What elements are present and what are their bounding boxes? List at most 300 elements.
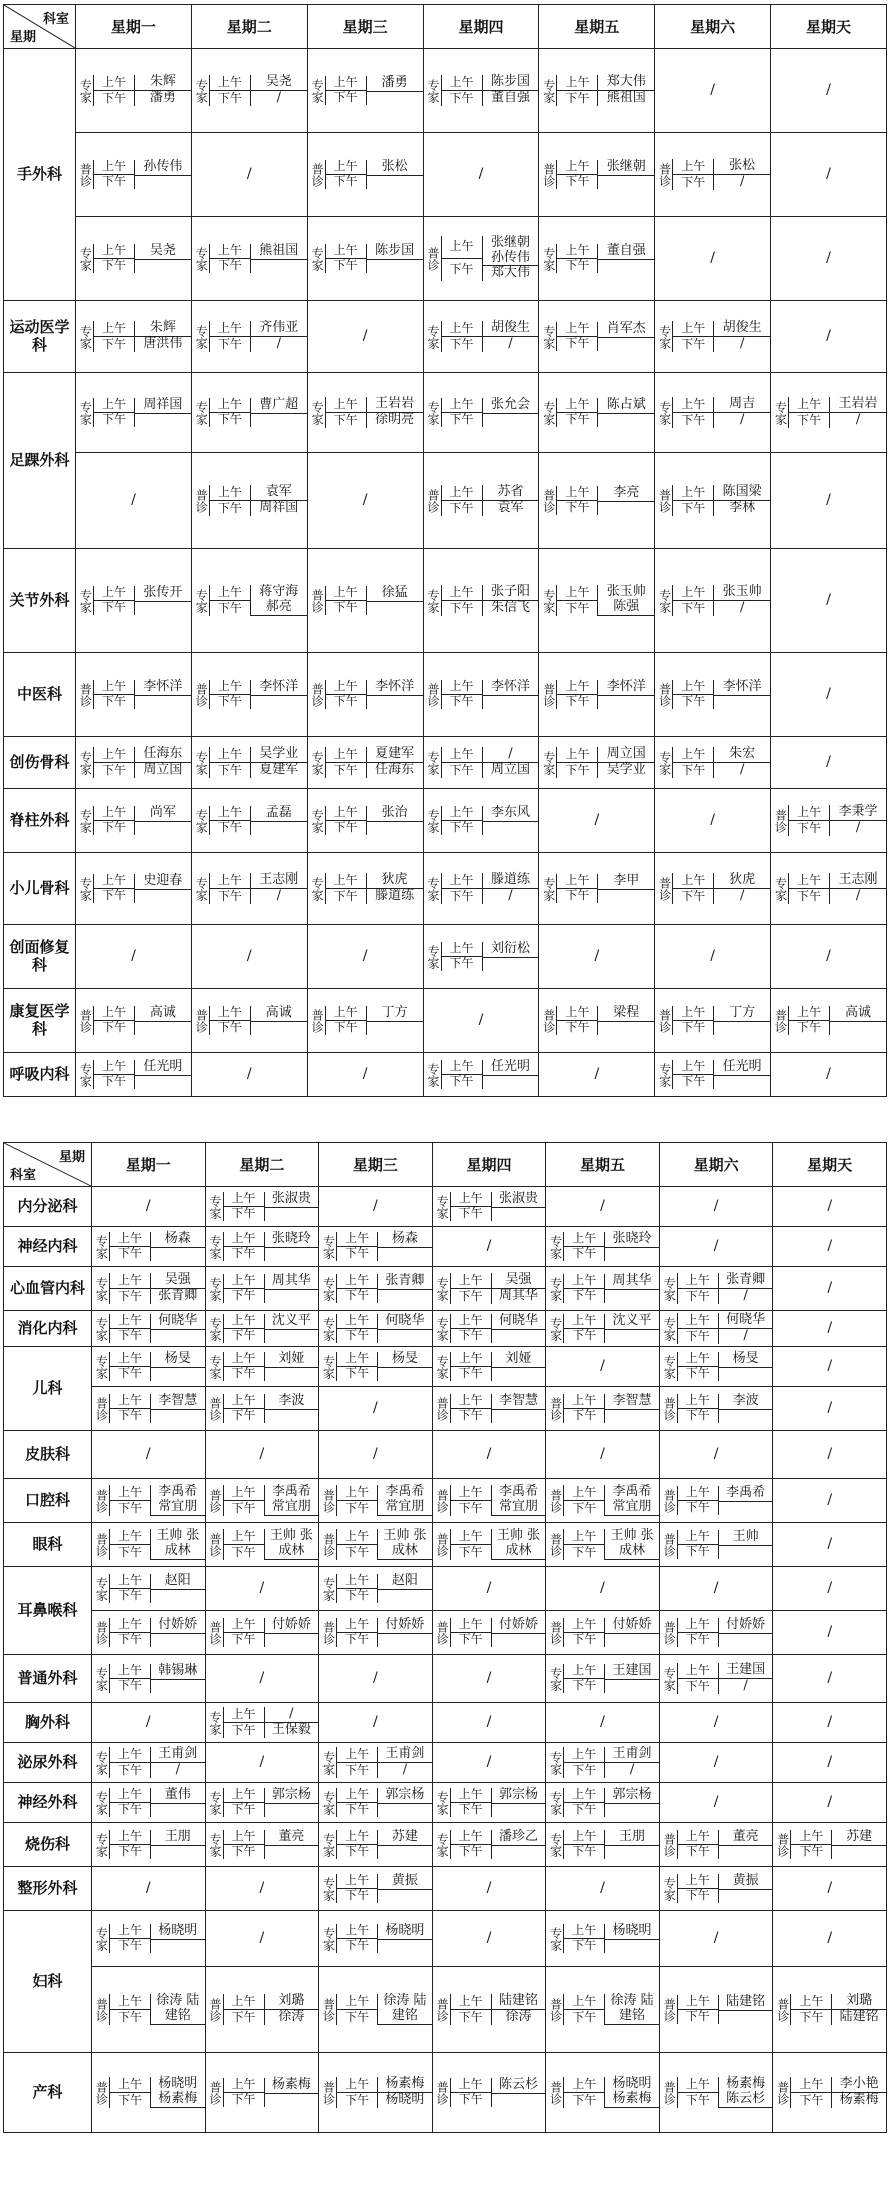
doctor-name xyxy=(492,1845,546,1859)
schedule-cell xyxy=(76,549,192,653)
clinic-type-label: 专家 xyxy=(192,873,210,904)
doctor-name xyxy=(265,1207,319,1221)
slot-cell xyxy=(206,1232,319,1261)
time-labels xyxy=(326,680,367,709)
schedule-row xyxy=(4,1187,887,1227)
slot-cell xyxy=(539,874,654,903)
slot-cell xyxy=(192,585,307,616)
doctor-name xyxy=(378,1559,432,1560)
doctor-name: 杨素梅 xyxy=(271,2077,311,2093)
time-labels xyxy=(224,1485,265,1516)
time-labels xyxy=(451,1394,492,1423)
doctor-names xyxy=(830,873,886,904)
department-name: 呼吸内科 xyxy=(4,1053,76,1097)
doctor-names xyxy=(832,1994,886,2025)
schedule-cell xyxy=(771,301,887,373)
pm-label: 下午 xyxy=(678,1288,718,1304)
doctor-names xyxy=(378,1830,432,1859)
doctor-names xyxy=(151,1529,205,1560)
doctor-name: 陈步国 xyxy=(375,243,415,259)
doctor-name: 高诚 xyxy=(265,1005,292,1021)
time-labels xyxy=(673,873,714,904)
doctor-name: 李怀洋 xyxy=(490,679,530,695)
doctor-name: 付娇娇 xyxy=(271,1617,311,1633)
schedule-cell xyxy=(76,737,192,789)
schedule-row xyxy=(4,453,887,549)
time-labels xyxy=(564,1830,605,1859)
doctor-name: 杨素梅 陈云杉 xyxy=(726,2076,766,2106)
doctor-name: 王志刚 xyxy=(838,872,878,888)
clinic-type-label: 普诊 xyxy=(655,1006,673,1035)
doctor-names xyxy=(151,1618,205,1647)
pm-label: 下午 xyxy=(678,1408,718,1423)
pm-label: 下午 xyxy=(557,500,597,515)
doctor-name: 王建国 xyxy=(726,1662,766,1678)
slot-cell xyxy=(546,1788,659,1817)
doctor-name: 张继朝 孙传伟 xyxy=(490,234,530,265)
schedule-cell xyxy=(92,1703,206,1743)
empty-slot-mark: / xyxy=(373,1714,378,1731)
doctor-name: 王朋 xyxy=(619,1829,646,1845)
pm-label: 下午 xyxy=(557,90,597,106)
pm-label: 下午 xyxy=(673,336,713,352)
slot-cell xyxy=(308,680,423,709)
pm-label: 下午 xyxy=(673,500,713,516)
clinic-type-label: 普诊 xyxy=(433,1394,451,1423)
schedule-cell xyxy=(432,1523,546,1567)
slot-cell xyxy=(539,160,654,189)
schedule-cell xyxy=(773,1743,887,1783)
clinic-type-label: 普诊 xyxy=(546,1485,564,1516)
time-labels xyxy=(442,942,483,971)
department-name: 神经外科 xyxy=(4,1783,92,1823)
schedule-cell xyxy=(76,217,192,301)
am-label: 上午 xyxy=(572,2076,597,2091)
empty-slot-mark: / xyxy=(259,1754,265,1771)
clinic-type-label: 普诊 xyxy=(433,2078,451,2107)
doctor-name xyxy=(605,1845,659,1859)
clinic-type-label: 普诊 xyxy=(92,2077,110,2108)
schedule-cell xyxy=(659,2053,773,2133)
doctor-name: 胡俊生 xyxy=(722,320,762,336)
department-name: 关节外科 xyxy=(4,549,76,653)
schedule-row xyxy=(4,1053,887,1097)
doctor-name: 郭宗杨 xyxy=(612,1787,652,1803)
department-name: 耳鼻喉科 xyxy=(4,1567,92,1655)
schedule-cell xyxy=(307,453,423,549)
pm-label: 下午 xyxy=(442,762,482,778)
am-label: 上午 xyxy=(117,1829,142,1844)
schedule-cell xyxy=(205,1867,319,1911)
clinic-type-label: 专家 xyxy=(433,1830,451,1859)
slot-cell xyxy=(771,1006,886,1035)
pm-label: 下午 xyxy=(442,820,482,835)
empty-slot-mark: / xyxy=(246,166,252,183)
empty-slot-mark: / xyxy=(827,1714,833,1731)
pm-label: 下午 xyxy=(791,1844,831,1859)
doctor-name: 朱辉 xyxy=(149,74,176,90)
slot-cell xyxy=(92,1273,205,1304)
doctor-name: / xyxy=(151,1762,205,1778)
doctor-name: 刘璐 xyxy=(278,1993,305,2009)
time-labels xyxy=(451,1994,492,2025)
time-labels xyxy=(94,321,135,352)
pm-label: 下午 xyxy=(94,762,134,778)
pm-label: 下午 xyxy=(557,412,597,427)
empty-slot-mark: / xyxy=(246,1066,252,1083)
time-labels xyxy=(337,1788,378,1817)
doctor-names xyxy=(251,873,307,904)
clinic-type-label: 专家 xyxy=(433,1352,451,1381)
clinic-type-label: 专家 xyxy=(192,321,210,352)
clinic-type-label: 专家 xyxy=(424,747,442,778)
slot-cell xyxy=(424,747,539,778)
pm-label: 下午 xyxy=(94,694,134,709)
department-name: 产科 xyxy=(4,2053,92,2133)
schedule-cell xyxy=(319,1347,433,1387)
clinic-type-label: 普诊 xyxy=(308,1006,326,1035)
clinic-type-label: 专家 xyxy=(546,1274,564,1303)
doctor-name: 王帅 张成林 xyxy=(610,1528,654,1558)
pm-label: 下午 xyxy=(94,258,134,273)
empty-slot-mark: / xyxy=(600,1198,605,1215)
doctor-name xyxy=(719,2010,773,2024)
doctor-name: 高诚 xyxy=(845,1005,872,1021)
time-labels xyxy=(94,874,135,903)
am-label: 上午 xyxy=(345,1787,370,1802)
doctor-names xyxy=(151,1924,205,1953)
schedule-cell xyxy=(546,1967,660,2053)
clinic-type-label: 专家 xyxy=(76,244,94,273)
doctor-name xyxy=(483,1075,539,1089)
slot-cell xyxy=(546,1830,659,1859)
time-labels xyxy=(110,1273,151,1304)
am-label: 上午 xyxy=(799,2076,824,2091)
schedule-cell xyxy=(307,737,423,789)
doctor-names xyxy=(151,1232,205,1261)
schedule-cell xyxy=(423,989,539,1053)
doctor-names xyxy=(151,1788,205,1817)
day-header-sun: 星期天 xyxy=(773,1143,887,1187)
doctor-name xyxy=(251,1021,307,1035)
time-labels xyxy=(564,1747,605,1778)
schedule-cell xyxy=(92,1479,206,1523)
schedule-cell xyxy=(655,1053,771,1097)
doctor-names xyxy=(830,1006,886,1035)
doctor-names xyxy=(265,1788,319,1817)
doctor-name xyxy=(605,1247,659,1261)
schedule-cell xyxy=(432,1267,546,1311)
am-label: 上午 xyxy=(449,584,474,599)
time-labels xyxy=(326,586,367,615)
empty-slot-mark: / xyxy=(486,1930,492,1947)
pm-label: 下午 xyxy=(326,888,366,904)
time-labels xyxy=(564,1994,605,2025)
pm-label: 下午 xyxy=(210,500,250,516)
empty-slot-mark: / xyxy=(259,1880,265,1897)
pm-label: 下午 xyxy=(564,1328,604,1343)
pm-label: 下午 xyxy=(564,1632,604,1647)
schedule-row xyxy=(4,1347,887,1387)
doctor-name: 苏省 xyxy=(497,484,524,500)
schedule-cell xyxy=(205,1431,319,1479)
am-label: 上午 xyxy=(572,1993,597,2008)
doctor-names xyxy=(832,2077,886,2108)
doctor-names xyxy=(492,1485,546,1516)
slot-cell xyxy=(539,486,654,515)
time-labels xyxy=(110,1830,151,1859)
empty-slot-mark: / xyxy=(362,328,368,345)
empty-slot-mark: / xyxy=(145,1880,151,1897)
clinic-type-label: 普诊 xyxy=(546,2077,564,2108)
doctor-name: 滕道练 xyxy=(367,888,423,904)
doctor-names xyxy=(598,680,654,709)
slot-cell xyxy=(319,1788,432,1817)
am-label: 上午 xyxy=(217,484,242,499)
department-name: 皮肤科 xyxy=(4,1431,92,1479)
doctor-name: 李秉学 xyxy=(838,804,878,820)
empty-slot-mark: / xyxy=(713,1714,719,1731)
clinic-type-label: 专家 xyxy=(92,1788,110,1817)
schedule-table-2 xyxy=(3,1142,887,2133)
slot-cell xyxy=(308,397,423,428)
doctor-name: 吴学业 xyxy=(598,762,654,778)
pm-label: 下午 xyxy=(451,1544,491,1560)
am-label: 上午 xyxy=(572,1923,597,1938)
clinic-type-label: 专家 xyxy=(76,586,94,615)
pm-label: 下午 xyxy=(337,1500,377,1516)
pm-label: 下午 xyxy=(678,1328,718,1344)
pm-label: 下午 xyxy=(337,1762,377,1778)
slot-cell xyxy=(546,2077,659,2108)
doctor-names xyxy=(598,585,654,616)
clinic-type-label: 普诊 xyxy=(433,1529,451,1560)
doctor-name xyxy=(378,2024,432,2025)
pm-label: 下午 xyxy=(94,90,134,106)
clinic-type-label: 普诊 xyxy=(206,1618,224,1647)
clinic-type-label: 专家 xyxy=(308,244,326,273)
slot-cell xyxy=(206,1707,319,1738)
time-labels xyxy=(110,1924,151,1953)
slot-cell xyxy=(539,398,654,427)
doctor-name: 张继朝 xyxy=(606,159,646,175)
clinic-type-label: 普诊 xyxy=(655,485,673,516)
clinic-type-label: 专家 xyxy=(319,1747,337,1778)
time-labels xyxy=(442,680,483,709)
schedule-cell xyxy=(205,1227,319,1267)
doctor-name: 张淑贵 xyxy=(498,1191,538,1207)
schedule-cell xyxy=(205,1655,319,1703)
doctor-names xyxy=(378,1529,432,1560)
day-header-wed: 星期三 xyxy=(307,5,423,49)
doctor-name: / xyxy=(251,90,307,106)
am-label: 上午 xyxy=(333,679,358,694)
am-label: 上午 xyxy=(101,585,126,600)
doctor-name xyxy=(367,175,423,189)
slot-cell xyxy=(92,1394,205,1423)
clinic-type-label: 专家 xyxy=(424,1060,442,1089)
day-header-thu: 星期四 xyxy=(432,1143,546,1187)
pm-label: 下午 xyxy=(224,2092,264,2107)
clinic-type-label: 专家 xyxy=(308,397,326,428)
slot-cell xyxy=(206,1352,319,1381)
schedule-cell xyxy=(546,1823,660,1867)
pm-label: 下午 xyxy=(557,336,597,351)
empty-slot-mark: / xyxy=(486,1580,492,1597)
am-label: 上午 xyxy=(117,1617,142,1632)
doctor-name: 朱辉 xyxy=(149,320,176,336)
slot-cell xyxy=(424,398,539,427)
pm-label: 下午 xyxy=(791,2009,831,2025)
department-name: 胸外科 xyxy=(4,1703,92,1743)
pm-label: 下午 xyxy=(678,2009,718,2024)
pm-label: 下午 xyxy=(564,1678,604,1693)
empty-slot-mark: / xyxy=(131,492,136,509)
empty-slot-mark: / xyxy=(827,1280,833,1297)
schedule-cell xyxy=(659,1703,773,1743)
doctor-name: 李怀洋 xyxy=(606,679,646,695)
doctor-name: 孙传伟 xyxy=(143,159,183,175)
schedule-cell xyxy=(655,989,771,1053)
schedule-cell xyxy=(539,373,655,453)
am-label: 上午 xyxy=(117,1746,142,1761)
doctor-name xyxy=(483,821,539,835)
doctor-name: / xyxy=(714,888,770,904)
doctor-names xyxy=(251,585,307,616)
schedule-cell xyxy=(659,1523,773,1567)
time-labels xyxy=(678,1394,719,1423)
time-labels xyxy=(673,585,714,616)
slot-cell xyxy=(92,1352,205,1381)
am-label: 上午 xyxy=(797,1005,822,1020)
schedule-cell xyxy=(319,1703,433,1743)
slot-cell xyxy=(433,1485,546,1516)
schedule-row xyxy=(4,737,887,789)
schedule-cell xyxy=(771,217,887,301)
empty-slot-mark: / xyxy=(827,1198,833,1215)
time-labels xyxy=(210,1006,251,1035)
schedule-cell xyxy=(773,1655,887,1703)
doctor-name: 李怀洋 xyxy=(722,679,762,695)
doctor-name: / xyxy=(714,600,770,616)
schedule-cell xyxy=(191,789,307,853)
am-label: 上午 xyxy=(231,1528,256,1543)
schedule-cell xyxy=(655,301,771,373)
slot-cell xyxy=(192,75,307,106)
clinic-type-label: 普诊 xyxy=(308,586,326,615)
empty-slot-mark: / xyxy=(145,1714,151,1731)
doctor-name xyxy=(483,695,539,709)
pm-label: 下午 xyxy=(337,1802,377,1817)
clinic-type-label: 普诊 xyxy=(660,1530,678,1559)
am-label: 上午 xyxy=(345,1351,370,1366)
slot-cell xyxy=(92,1618,205,1647)
doctor-name xyxy=(605,1289,659,1303)
doctor-names xyxy=(378,1574,432,1603)
clinic-type-label: 专家 xyxy=(206,1788,224,1817)
slot-cell xyxy=(319,1352,432,1381)
clinic-type-label: 普诊 xyxy=(424,680,442,709)
doctor-name: 李波 xyxy=(732,1393,759,1409)
slot-cell xyxy=(76,321,191,352)
doctor-names xyxy=(492,1273,546,1304)
am-label: 上午 xyxy=(117,1231,142,1246)
time-labels xyxy=(564,2077,605,2108)
doctor-names xyxy=(483,873,539,904)
doctor-name: 王甫剑 xyxy=(158,1746,198,1762)
empty-slot-mark: / xyxy=(486,1754,492,1771)
doctor-names xyxy=(265,1274,319,1303)
clinic-type-label: 专家 xyxy=(206,1707,224,1738)
schedule-cell xyxy=(771,789,887,853)
pm-label: 下午 xyxy=(224,1366,264,1381)
time-labels xyxy=(337,1618,378,1647)
doctor-names xyxy=(492,1830,546,1859)
doctor-name: 王帅 张成林 xyxy=(496,1528,541,1558)
pm-label: 下午 xyxy=(110,1288,150,1304)
slot-cell xyxy=(319,1485,432,1516)
doctor-name: 何晓华 xyxy=(726,1312,766,1328)
doctor-name xyxy=(719,1501,773,1515)
empty-slot-mark: / xyxy=(486,1446,492,1463)
doctor-name: / xyxy=(251,336,307,352)
schedule-cell xyxy=(432,1347,546,1387)
am-label: 上午 xyxy=(101,873,126,888)
schedule-cell xyxy=(319,1783,433,1823)
time-labels xyxy=(337,1830,378,1859)
am-label: 上午 xyxy=(458,1272,483,1287)
doctor-name xyxy=(151,1589,205,1603)
slot-cell xyxy=(76,1060,191,1089)
schedule-cell xyxy=(546,1523,660,1567)
slot-cell xyxy=(771,873,886,904)
empty-slot-mark: / xyxy=(827,1670,833,1687)
department-name: 儿科 xyxy=(4,1347,92,1431)
clinic-type-label: 专家 xyxy=(546,1232,564,1261)
doctor-names xyxy=(151,1574,205,1603)
schedule-cell xyxy=(92,1783,206,1823)
clinic-type-label: 普诊 xyxy=(319,1618,337,1647)
schedule-table-1 xyxy=(3,4,887,1097)
clinic-type-label: 专家 xyxy=(92,1830,110,1859)
doctor-name: 张传开 xyxy=(143,585,183,601)
slot-cell xyxy=(319,1747,432,1778)
slot-cell xyxy=(76,244,191,273)
clinic-type-label: 专家 xyxy=(92,1232,110,1261)
clinic-type-label: 专家 xyxy=(539,398,557,427)
schedule-cell xyxy=(423,853,539,925)
slot-cell xyxy=(433,2078,546,2107)
slot-cell xyxy=(192,485,307,516)
schedule-cell xyxy=(546,1267,660,1311)
am-label: 上午 xyxy=(681,158,706,173)
time-labels xyxy=(678,1352,719,1381)
pm-label: 下午 xyxy=(442,956,482,971)
pm-label: 下午 xyxy=(326,174,366,189)
schedule-cell xyxy=(546,1311,660,1347)
time-labels xyxy=(94,160,135,189)
doctor-name xyxy=(251,615,307,616)
slot-cell xyxy=(546,1618,659,1647)
time-labels xyxy=(337,1314,378,1343)
slot-cell xyxy=(424,806,539,835)
time-labels xyxy=(673,1006,714,1035)
pm-label: 下午 xyxy=(210,820,250,835)
doctor-name: 张青卿 xyxy=(151,1288,205,1304)
doctor-name: 杨素梅 xyxy=(832,2092,886,2108)
doctor-name xyxy=(598,695,654,709)
doctor-name xyxy=(135,695,191,709)
